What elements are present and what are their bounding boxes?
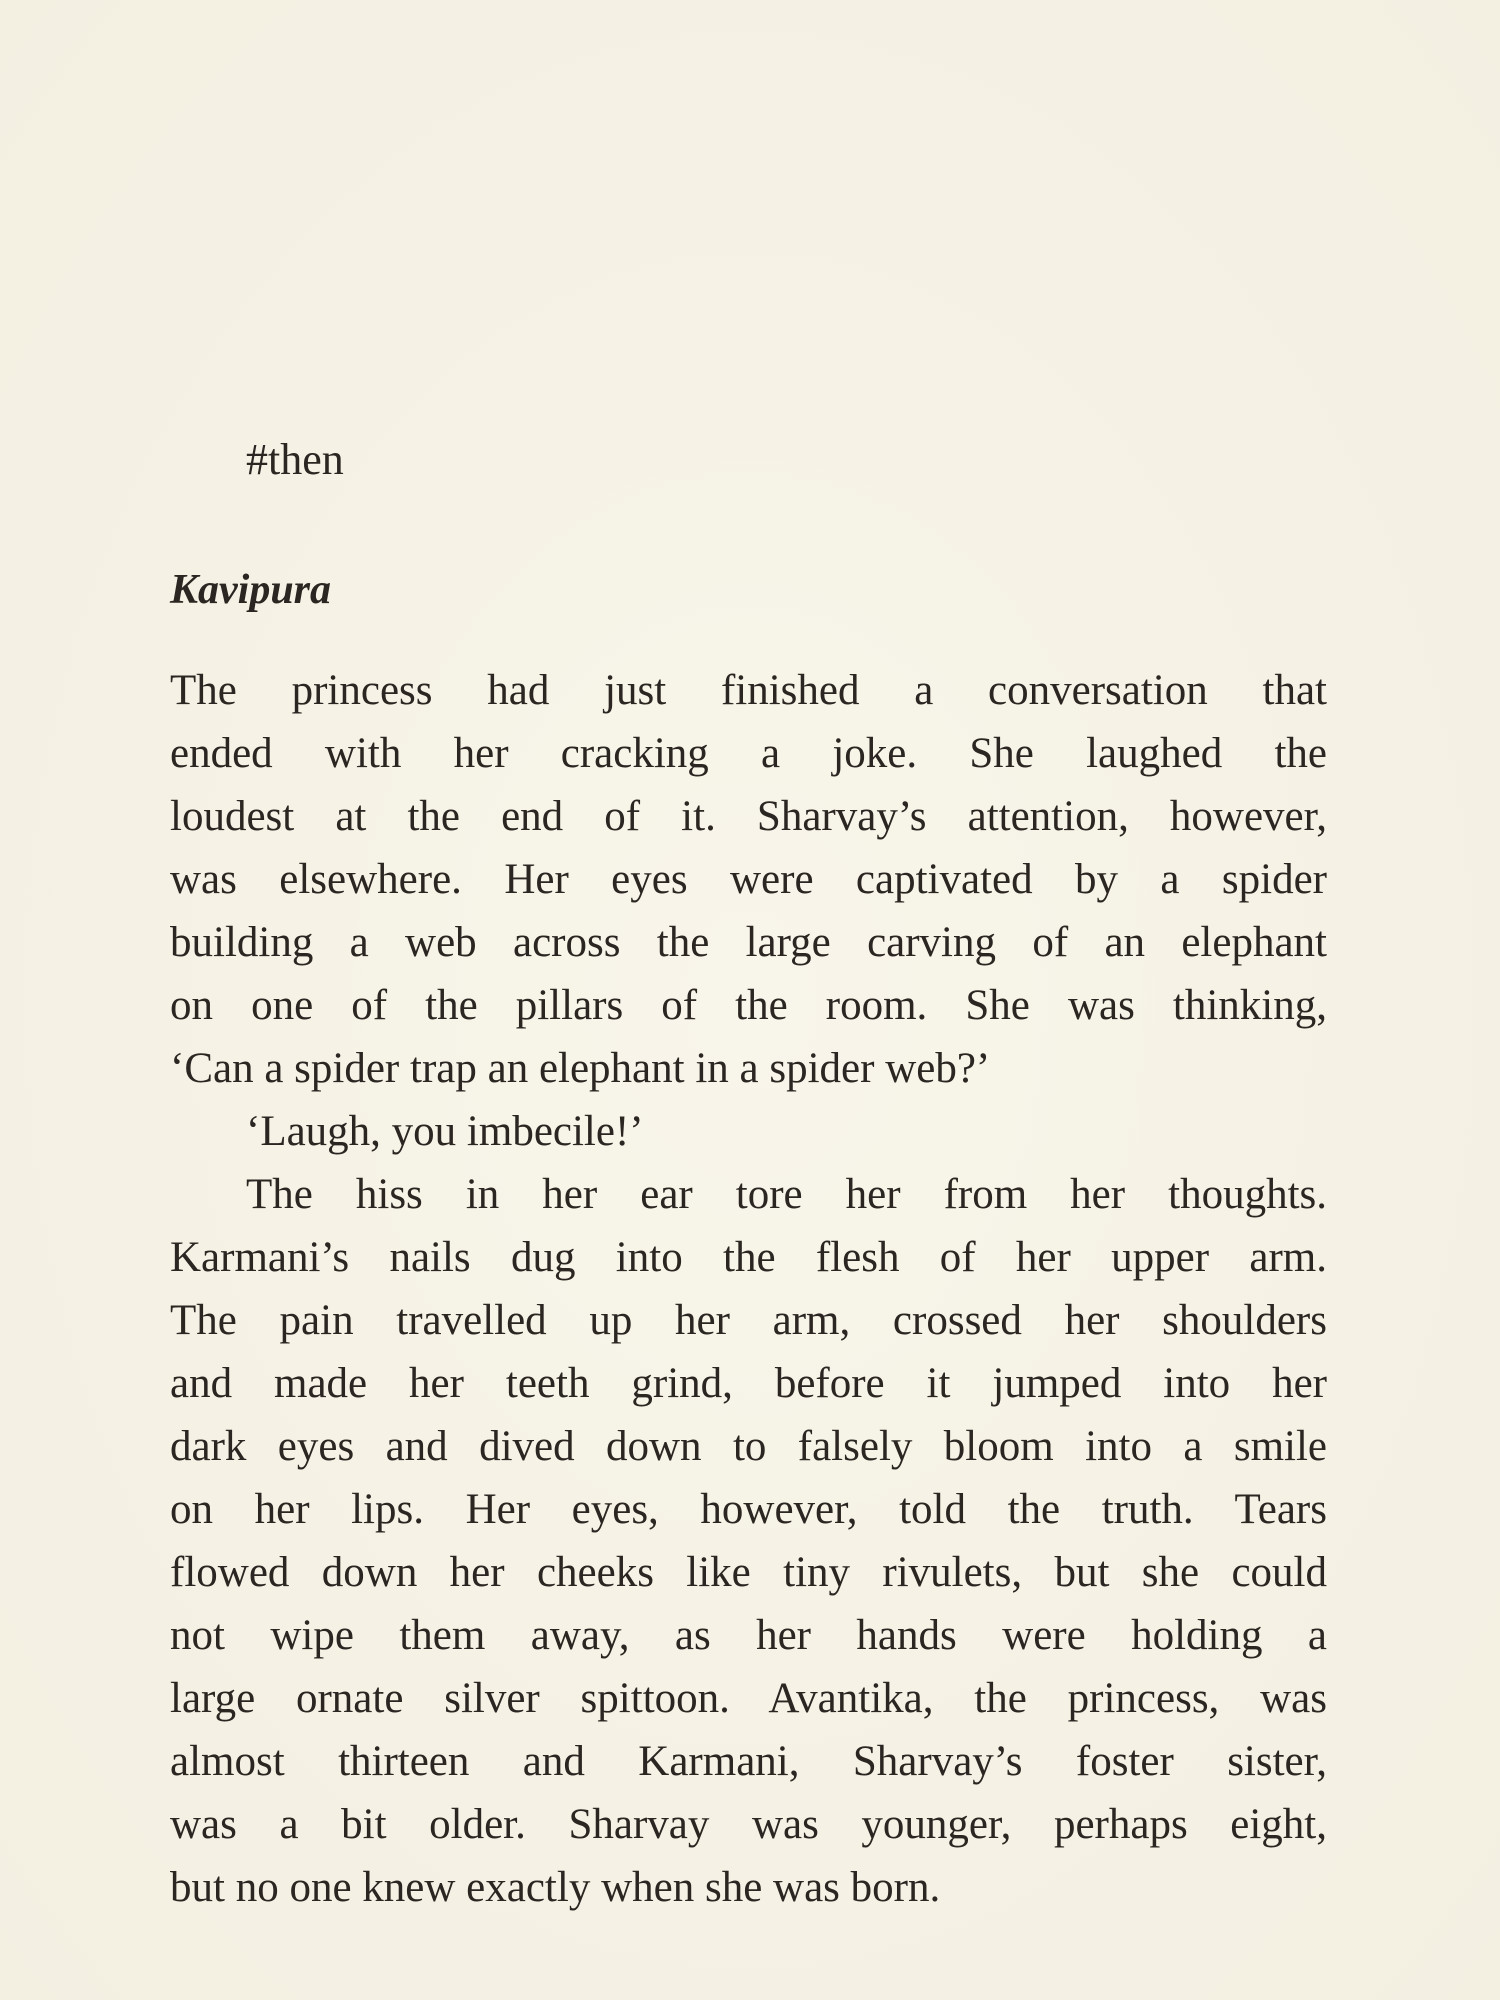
- text-line: almost thirteen and Karmani, Sharvay’s foster sister,: [170, 1738, 1327, 1785]
- body-text: [170, 659, 1327, 1919]
- text-line: ‘Can a spider trap an elephant in a spider web?’: [170, 1045, 991, 1092]
- section-tag: #then: [246, 435, 344, 484]
- text-line: building a web across the large carving of an elephant: [170, 919, 1327, 966]
- paragraph: [170, 659, 1327, 1100]
- paragraph: [170, 1163, 1327, 1919]
- text-line: large ornate silver spittoon. Avantika, the princess, was: [170, 1675, 1327, 1722]
- text-line: The hiss in her ear tore her from her thoughts.: [246, 1171, 1327, 1218]
- text-line: was a bit older. Sharvay was younger, perhaps eight,: [170, 1801, 1327, 1848]
- text-line: loudest at the end of it. Sharvay’s attention, however,: [170, 793, 1327, 840]
- paragraph: [170, 1100, 1327, 1163]
- text-line: ended with her cracking a joke. She laughed the: [170, 730, 1327, 777]
- text-line: Karmani’s nails dug into the flesh of her upper arm.: [170, 1234, 1327, 1281]
- text-line: ‘Laugh, you imbecile!’: [246, 1108, 644, 1155]
- text-line: The princess had just finished a conversation that: [170, 667, 1327, 714]
- text-line: flowed down her cheeks like tiny rivulets, but she could: [170, 1549, 1327, 1596]
- text-line: and made her teeth grind, before it jumped into her: [170, 1360, 1327, 1407]
- text-line: dark eyes and dived down to falsely bloom into a smile: [170, 1423, 1327, 1470]
- text-line: but no one knew exactly when she was born.: [170, 1864, 941, 1911]
- text-line: The pain travelled up her arm, crossed her shoulders: [170, 1297, 1327, 1344]
- text-line: was elsewhere. Her eyes were captivated by a spider: [170, 856, 1327, 903]
- text-line: on her lips. Her eyes, however, told the truth. Tears: [170, 1486, 1327, 1533]
- text-line: on one of the pillars of the room. She was thinking,: [170, 982, 1327, 1029]
- text-line: not wipe them away, as her hands were holding a: [170, 1612, 1327, 1659]
- section-heading: Kavipura: [170, 567, 332, 613]
